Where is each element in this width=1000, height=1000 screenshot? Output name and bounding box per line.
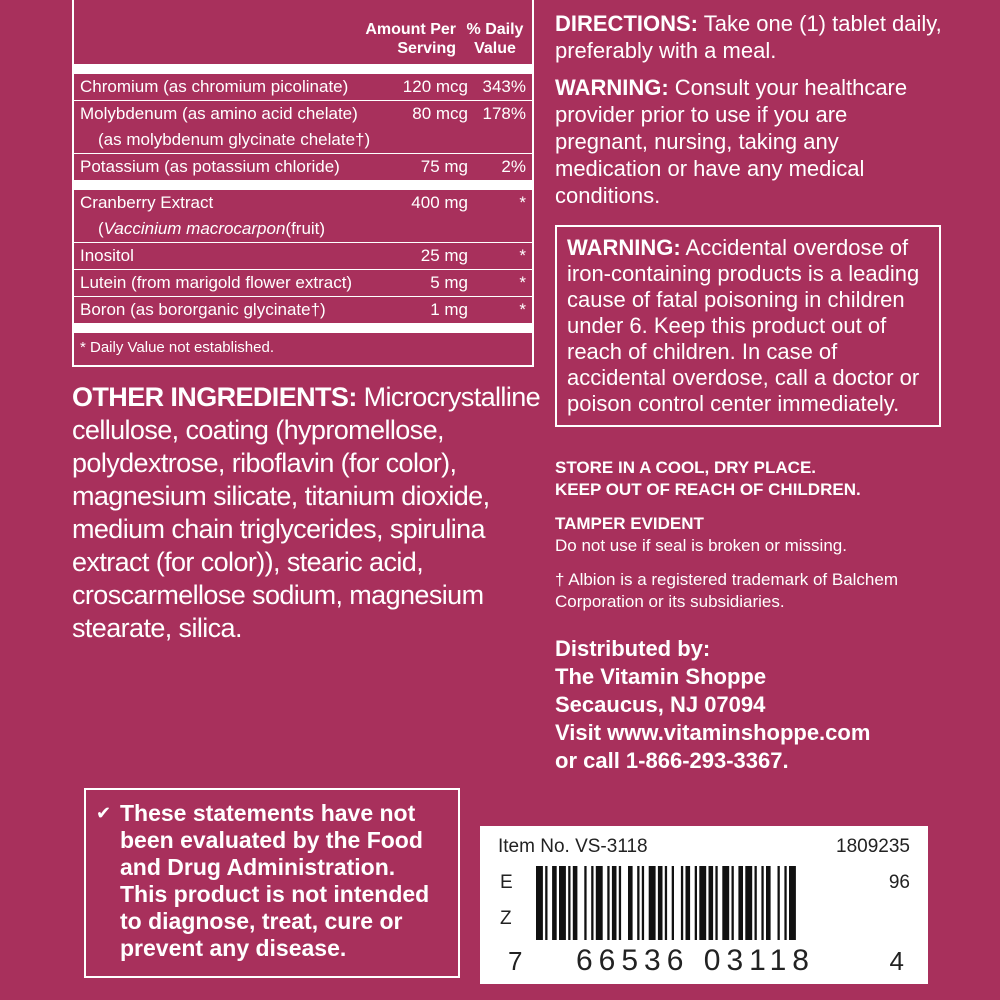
checkmark-icon: ✔: [96, 803, 112, 823]
item-number: Item No. VS-3118: [498, 836, 648, 857]
barcode-digit-right: 4: [889, 946, 904, 976]
facts-row: Inositol 25 mg *: [80, 246, 526, 265]
warning-iron-box: WARNING: Accidental overdose of iron-containing products is a leading cause of fatal poisoning in children under 6. Keep this product out of reach of children. In case of accidental overdose, call a doctor or poison control center immediately.: [555, 225, 941, 427]
facts-row: Molybdenum (as amino acid chelate) 80 mcg 178%: [80, 104, 526, 123]
fda-disclaimer-box: [84, 788, 460, 978]
facts-row-sub: (as molybdenum glycinate chelate†): [98, 130, 371, 149]
right-panel: [555, 0, 945, 775]
directions: DIRECTIONS: Take one (1) tablet daily, preferably with a meal.: [555, 11, 942, 63]
barcode-digit-left: 7: [508, 946, 523, 976]
amount-header: Amount Per Serving: [365, 21, 456, 57]
facts-row: Lutein (from marigold flower extract) 5 mg *: [80, 273, 526, 292]
left-panel: [72, 0, 542, 645]
other-ingredients: [72, 381, 542, 645]
distributor-info: Distributed by: The Vitamin Shoppe Secaucus, NJ 07094 Visit www.vitaminshoppe.com or call 1-866-293-3367.: [555, 636, 871, 773]
facts-row-sub: (Vaccinium macrocarpon(fruit): [98, 219, 326, 238]
other-ingredients-text: Microcrystalline cellulose, coating (hypromellose, polydextrose, riboflavin (for color), magnesium silicate, titanium dioxide, medium chain triglycerides, spirulina extract (for color)), stearic acid, croscarmellose sodium, magnesium stearate, silica.: [72, 382, 541, 643]
warning-general: WARNING: Consult your healthcare provider prior to use if you are pregnant, nursing, taking any medication or have any medical conditions.: [555, 75, 908, 208]
facts-row: Cranberry Extract 400 mg *: [80, 193, 526, 212]
fda-disclaimer-text: These statements have not been evaluated by the Food and Drug Administration. This product is not intended to diagnose, treat, cure or prevent any disease.: [120, 800, 430, 961]
facts-row: Potassium (as potassium chloride) 75 mg 2%: [80, 157, 526, 176]
thick-rule: [74, 64, 532, 74]
facts-row: Boron (as bororganic glycinate†) 1 mg *: [80, 300, 526, 319]
barcode-letter-z: Z: [500, 908, 512, 929]
daily-value-header: % Daily Value: [466, 21, 524, 57]
thick-rule: [74, 323, 532, 333]
facts-header: [74, 0, 532, 64]
trademark-note: † Albion is a registered trademark of Balchem Corporation or its subsidiaries.: [555, 570, 899, 611]
supplement-facts-table: [72, 0, 534, 367]
barcode-letter-e: E: [500, 872, 513, 893]
barcode-digits: 66536 03118: [576, 944, 815, 977]
barcode-label: [480, 826, 928, 984]
daily-value-footnote: * Daily Value not established.: [80, 339, 275, 356]
tamper-evident: TAMPER EVIDENT Do not use if seal is broken or missing.: [555, 514, 847, 555]
lot-code: 1809235: [836, 836, 910, 857]
barcode-number-96: 96: [888, 872, 910, 893]
other-ingredients-label: OTHER INGREDIENTS:: [72, 382, 357, 412]
thick-rule: [74, 180, 532, 190]
storage-instructions: STORE IN A COOL, DRY PLACE. KEEP OUT OF REACH OF CHILDREN.: [555, 458, 861, 499]
facts-row: Chromium (as chromium picolinate) 120 mcg 343%: [80, 77, 526, 96]
